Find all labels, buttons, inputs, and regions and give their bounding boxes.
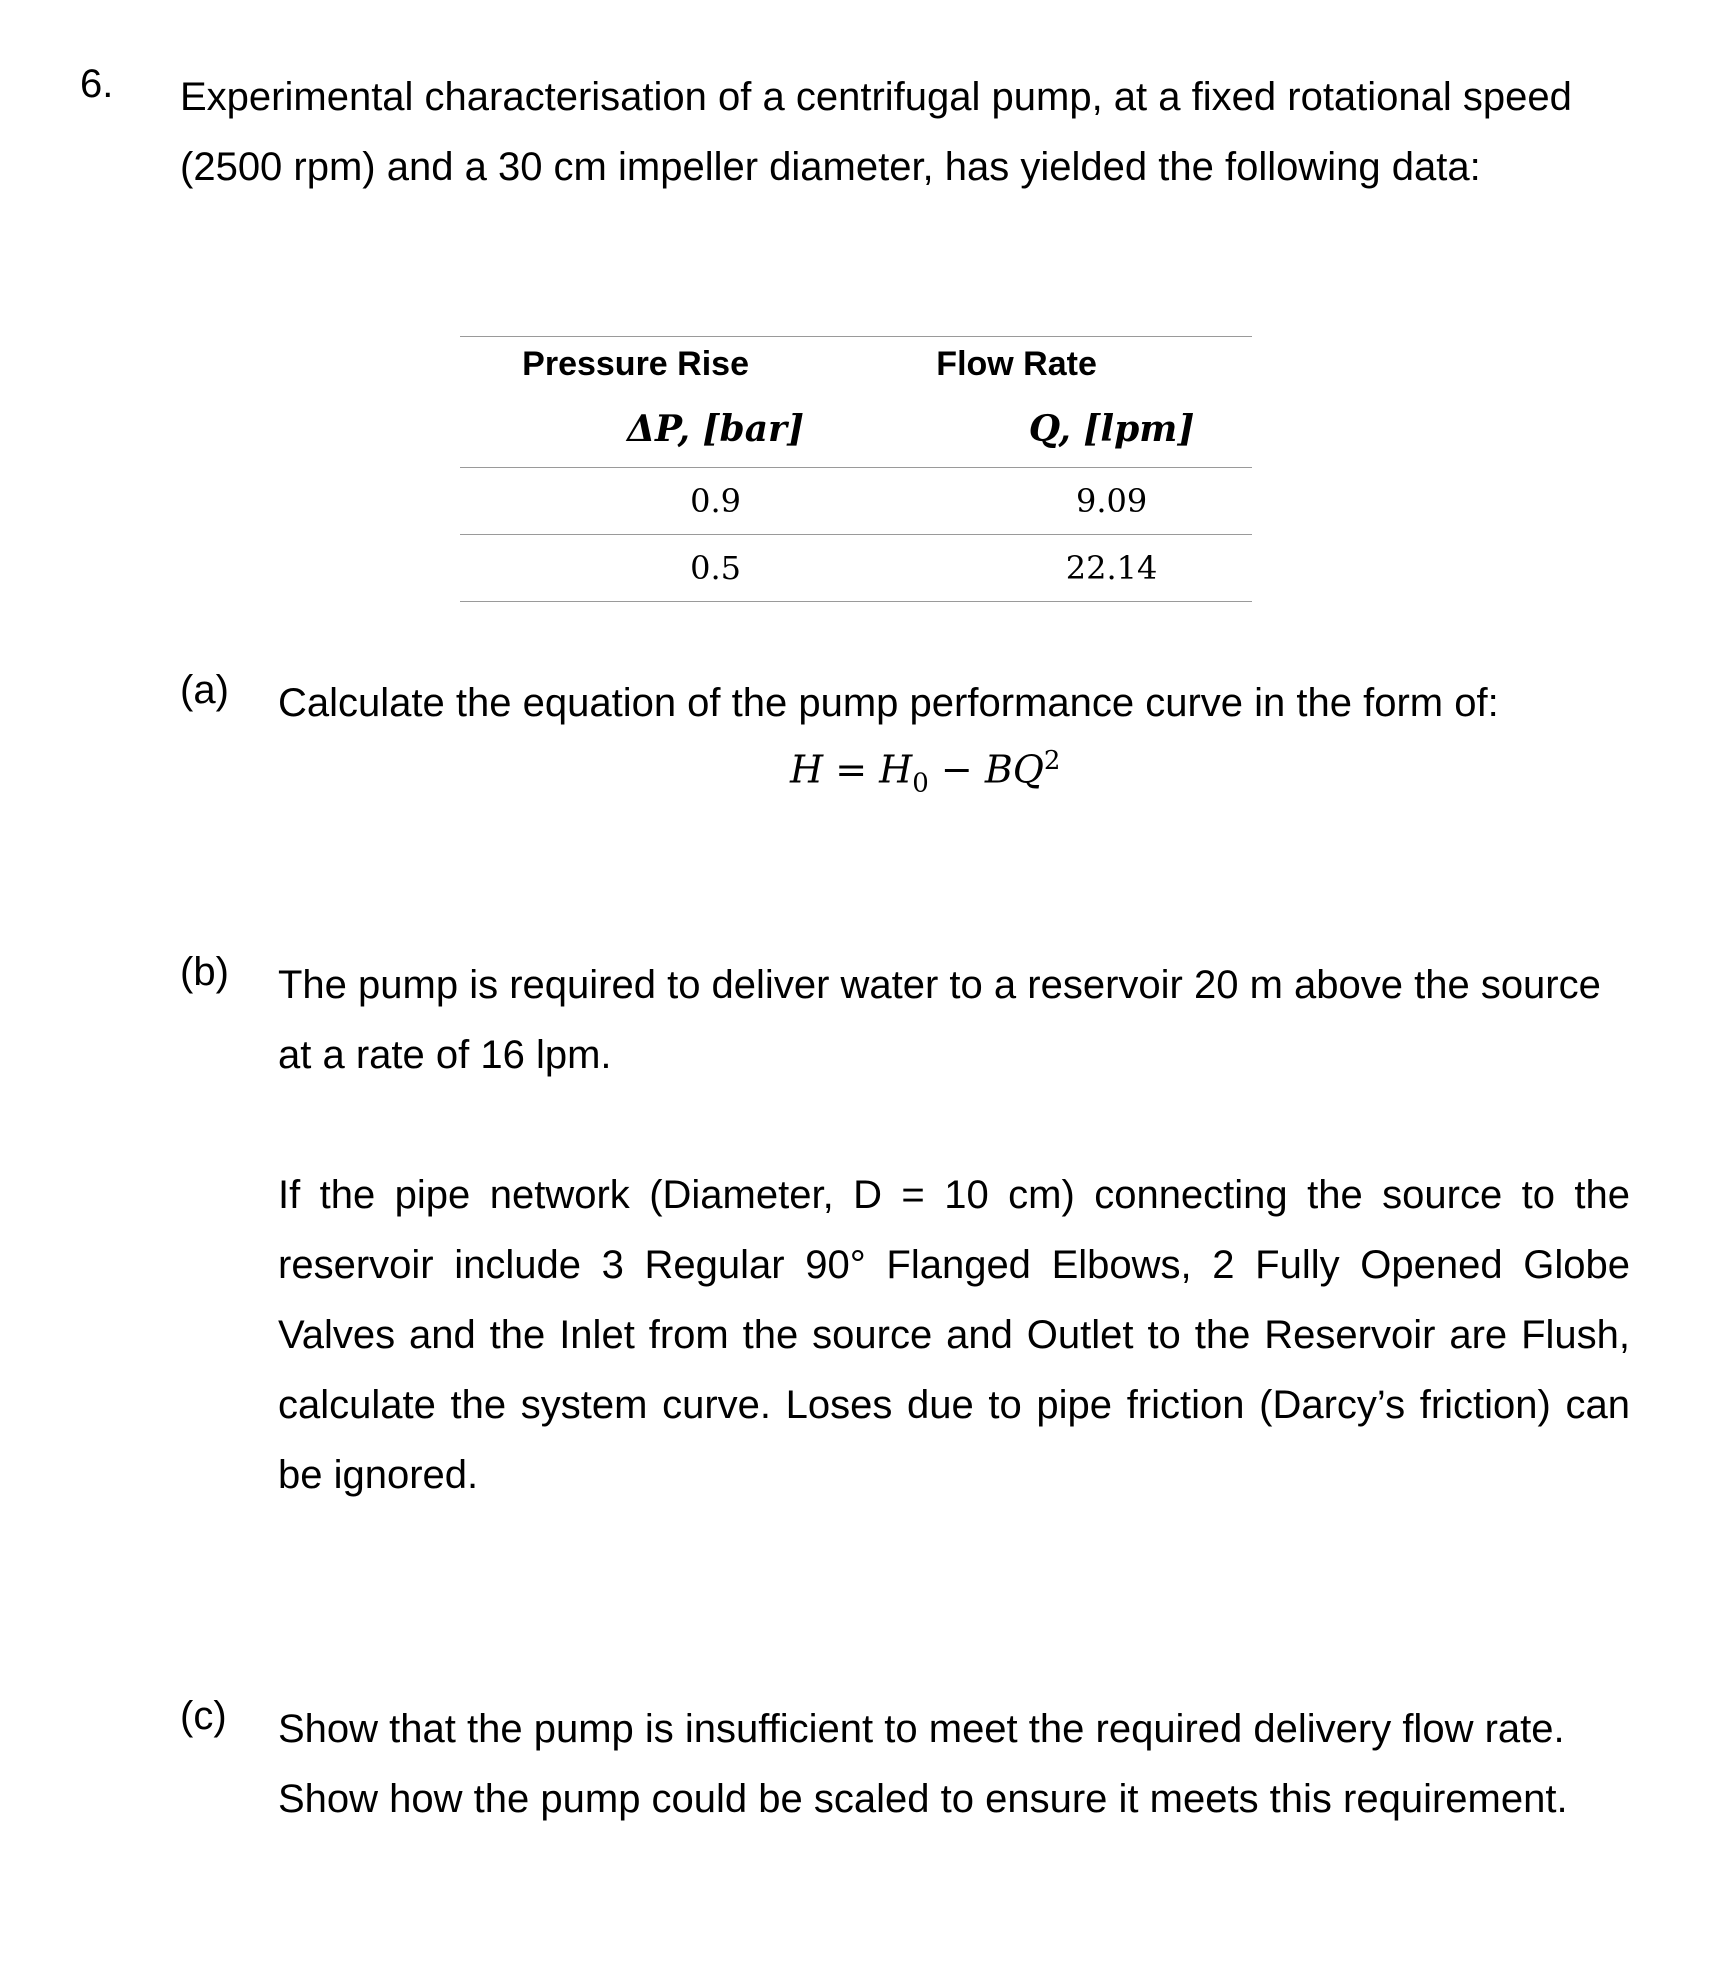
header-flow-rate: Flow Rate — [871, 337, 1252, 392]
table-header-row — [460, 337, 1252, 392]
part-a-label: (a) — [180, 668, 229, 712]
cell-flow: 22.14 — [871, 535, 1252, 602]
table-row — [460, 535, 1252, 602]
equation-superscript: 2 — [1043, 746, 1061, 776]
header-pressure-rise: Pressure Rise — [460, 337, 871, 392]
part-b-paragraph2: If the pipe network (Diameter, D = 10 cm) connecting the source to the reservoir include 3 Regular 90° Flanged Elbows, 2 Fully Opened Globe Valves and the Inlet from the source and Outlet to the Reservoir are Flush, calculate the system curve. Loses due to pipe friction (Darcy’s friction) can be ignored. — [278, 1173, 1630, 1497]
equation-mid: − BQ — [928, 747, 1044, 792]
data-table — [460, 336, 1252, 602]
unit-pressure: ΔP, [bar] — [460, 391, 871, 468]
part-b-label: (b) — [180, 950, 229, 994]
part-c-label: (c) — [180, 1694, 227, 1738]
unit-flow: Q, [lpm] — [871, 391, 1252, 468]
part-b-text: The pump is required to deliver water to a reservoir 20 m above the source at a rate of 16 lpm. — [278, 963, 1601, 1077]
performance-equation — [790, 746, 1060, 798]
cell-flow: 9.09 — [871, 468, 1252, 535]
table-row — [460, 468, 1252, 535]
equation-subscript: 0 — [912, 768, 929, 799]
cell-pressure: 0.9 — [460, 468, 871, 535]
part-a-text: Calculate the equation of the pump performance curve in the form of: — [278, 681, 1499, 725]
cell-pressure: 0.5 — [460, 535, 871, 602]
question-intro: Experimental characterisation of a centrifugal pump, at a fixed rotational speed (2500 rpm) and a 30 cm impeller diameter, has yielded the following data: — [180, 75, 1572, 189]
question-number: 6. — [80, 62, 114, 106]
part-c-text: Show that the pump is insufficient to meet the required delivery flow rate. Show how the pump could be scaled to ensure it meets this requirement. — [278, 1707, 1568, 1821]
equation-lhs: H = H — [790, 747, 913, 792]
table-unit-row — [460, 391, 1252, 468]
